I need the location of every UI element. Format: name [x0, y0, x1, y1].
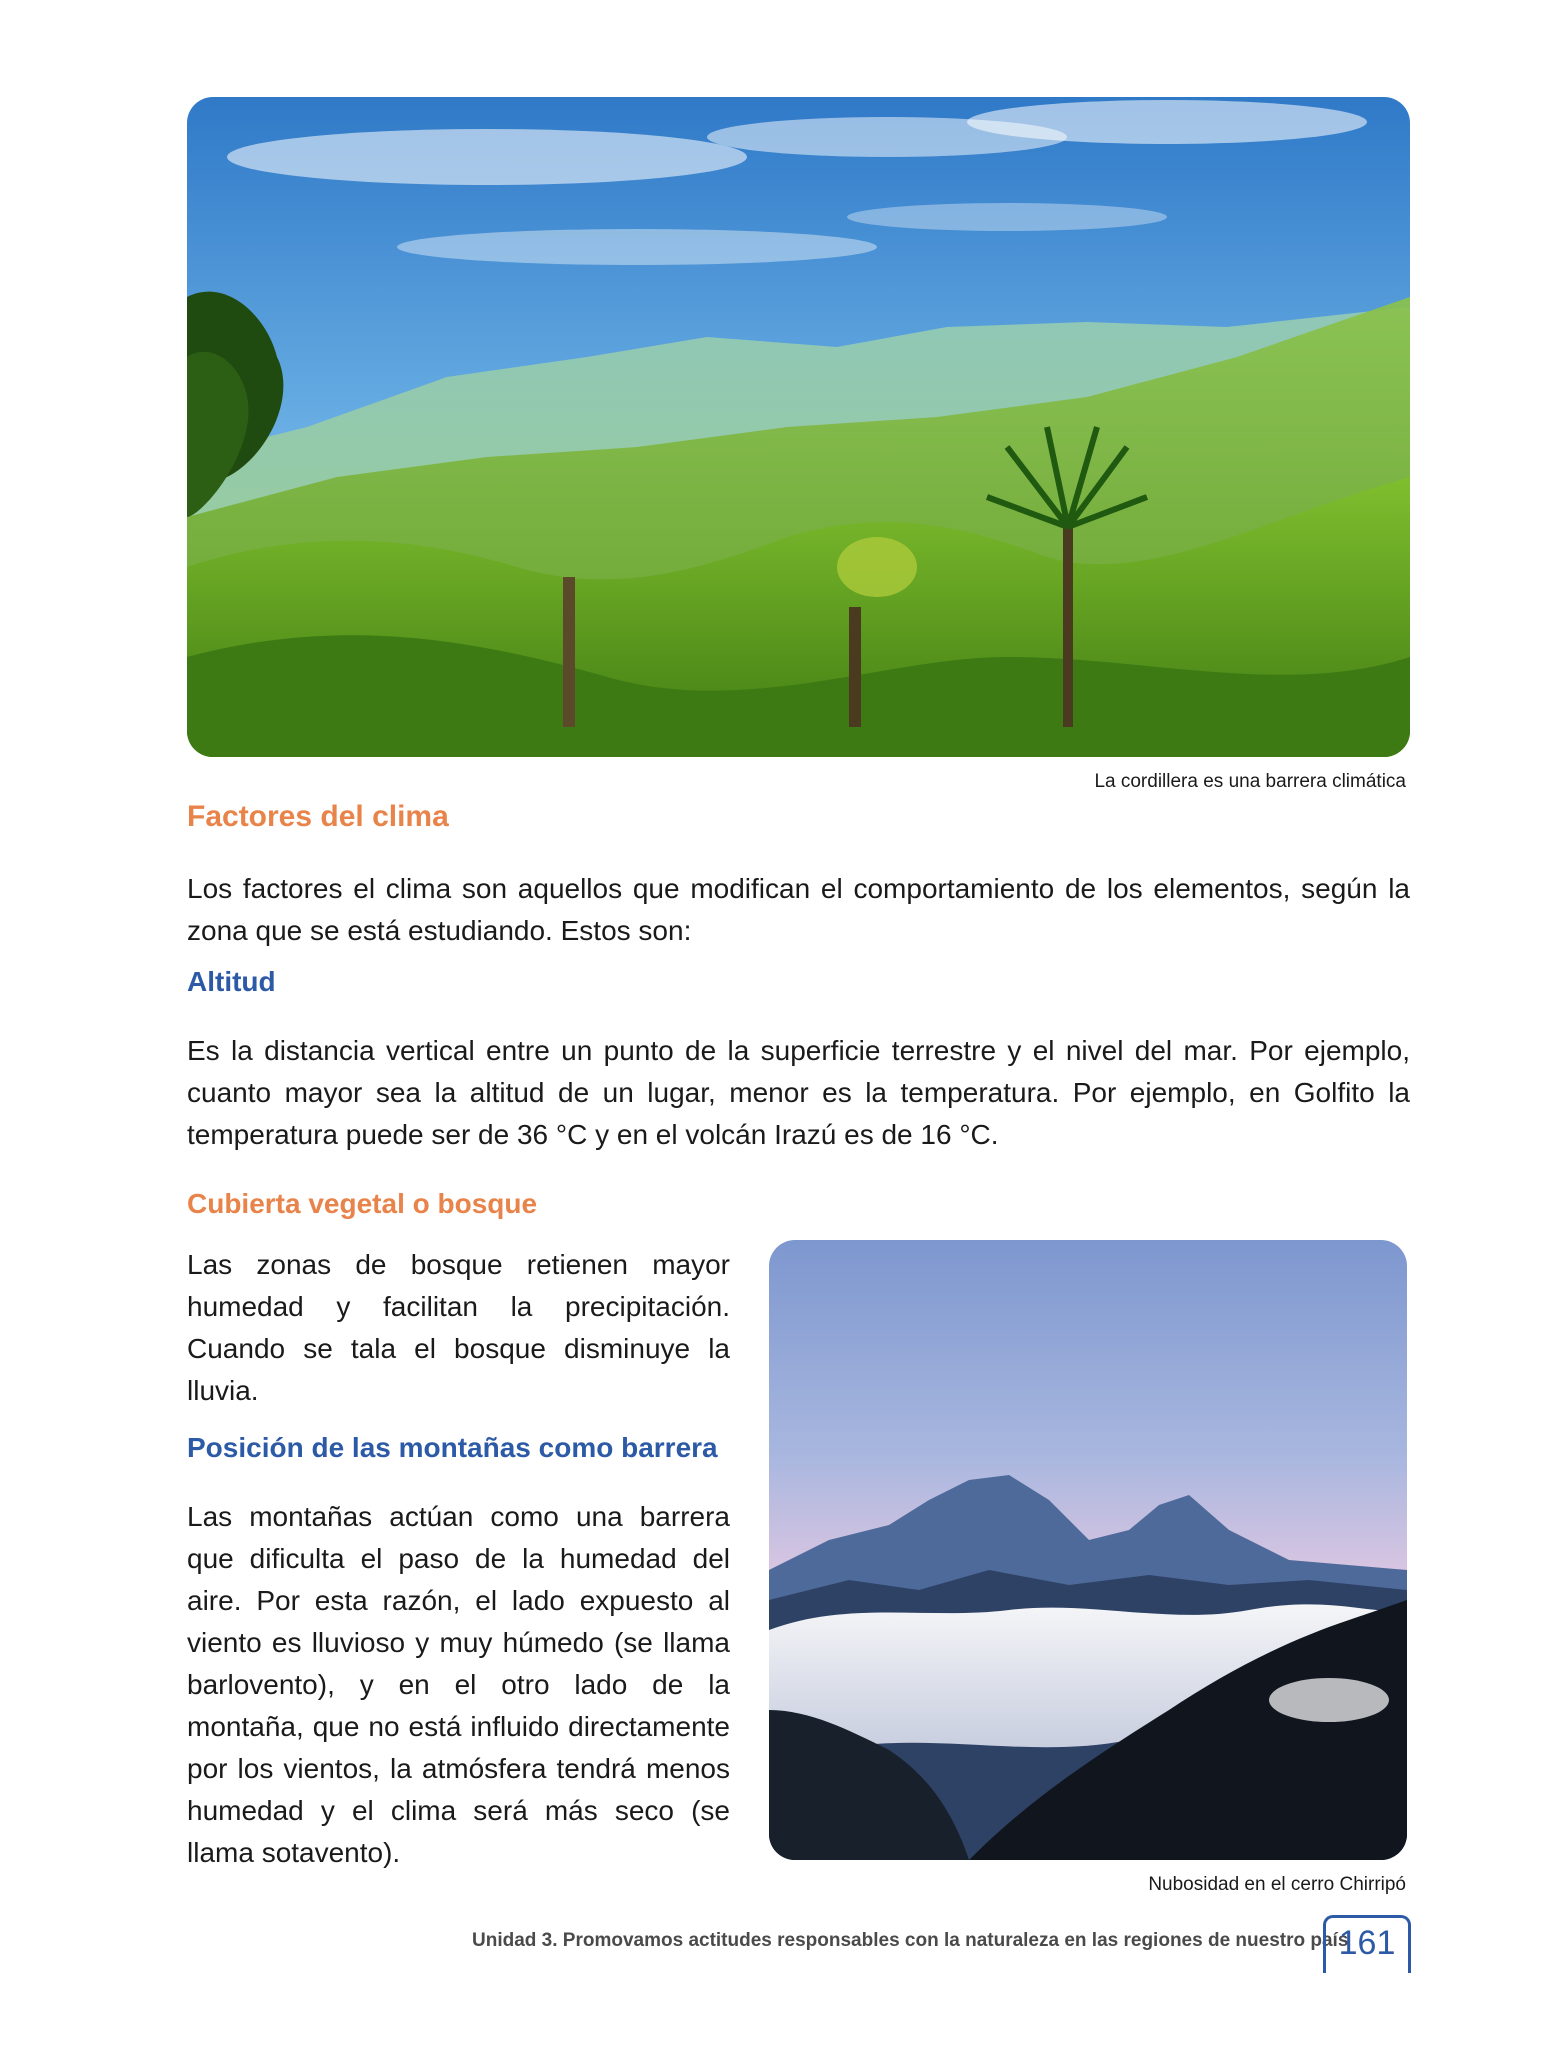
posicion-paragraph: Las montañas actúan como una barrera que dificulta el paso de la humedad del aire. Por esta razón, el lado expuesto al viento es lluvioso y muy húmedo (se llama barlovento), y en el otro lado de la montaña, que no está influido directamente por los vientos, la atmósfera tendrá menos humedad y el clima será más seco (se llama sotavento). [187, 1501, 730, 1868]
section-title: Factores del clima [187, 800, 449, 833]
cubierta-paragraph: Las zonas de bosque retienen mayor humedad y facilitan la precipitación. Cuando se tala el bosque disminuye la lluvia. [187, 1249, 730, 1406]
page-number: 161 [1323, 1915, 1411, 1973]
mountain-landscape-photo [187, 97, 1410, 757]
cloudy-mountain-photo [769, 1240, 1407, 1860]
posicion-heading: Posición de las montañas como barrera [187, 1432, 718, 1463]
top-photo-caption: La cordillera es una barrera climática [1094, 771, 1406, 792]
altitud-heading: Altitud [187, 966, 276, 997]
cubierta-heading: Cubierta vegetal o bosque [187, 1188, 538, 1219]
side-photo-caption: Nubosidad en el cerro Chirripó [1148, 1874, 1406, 1895]
footer-unit-text: Unidad 3. Promovamos actitudes responsables con la naturaleza en las regiones de nuestro país [472, 1930, 1349, 1951]
altitud-paragraph: Es la distancia vertical entre un punto de la superficie terrestre y el nivel del mar. Por ejemplo, cuanto mayor sea la altitud de un lugar, menor es la temperatura. Por ejemplo, en Golfito la temperatura puede ser de 36 °C y en el volcán Irazú es de 16 °C. [187, 1035, 1410, 1150]
intro-paragraph: Los factores el clima son aquellos que modifican el comportamiento de los elementos, según la zona que se está estudiando. Estos son: [187, 873, 1410, 946]
